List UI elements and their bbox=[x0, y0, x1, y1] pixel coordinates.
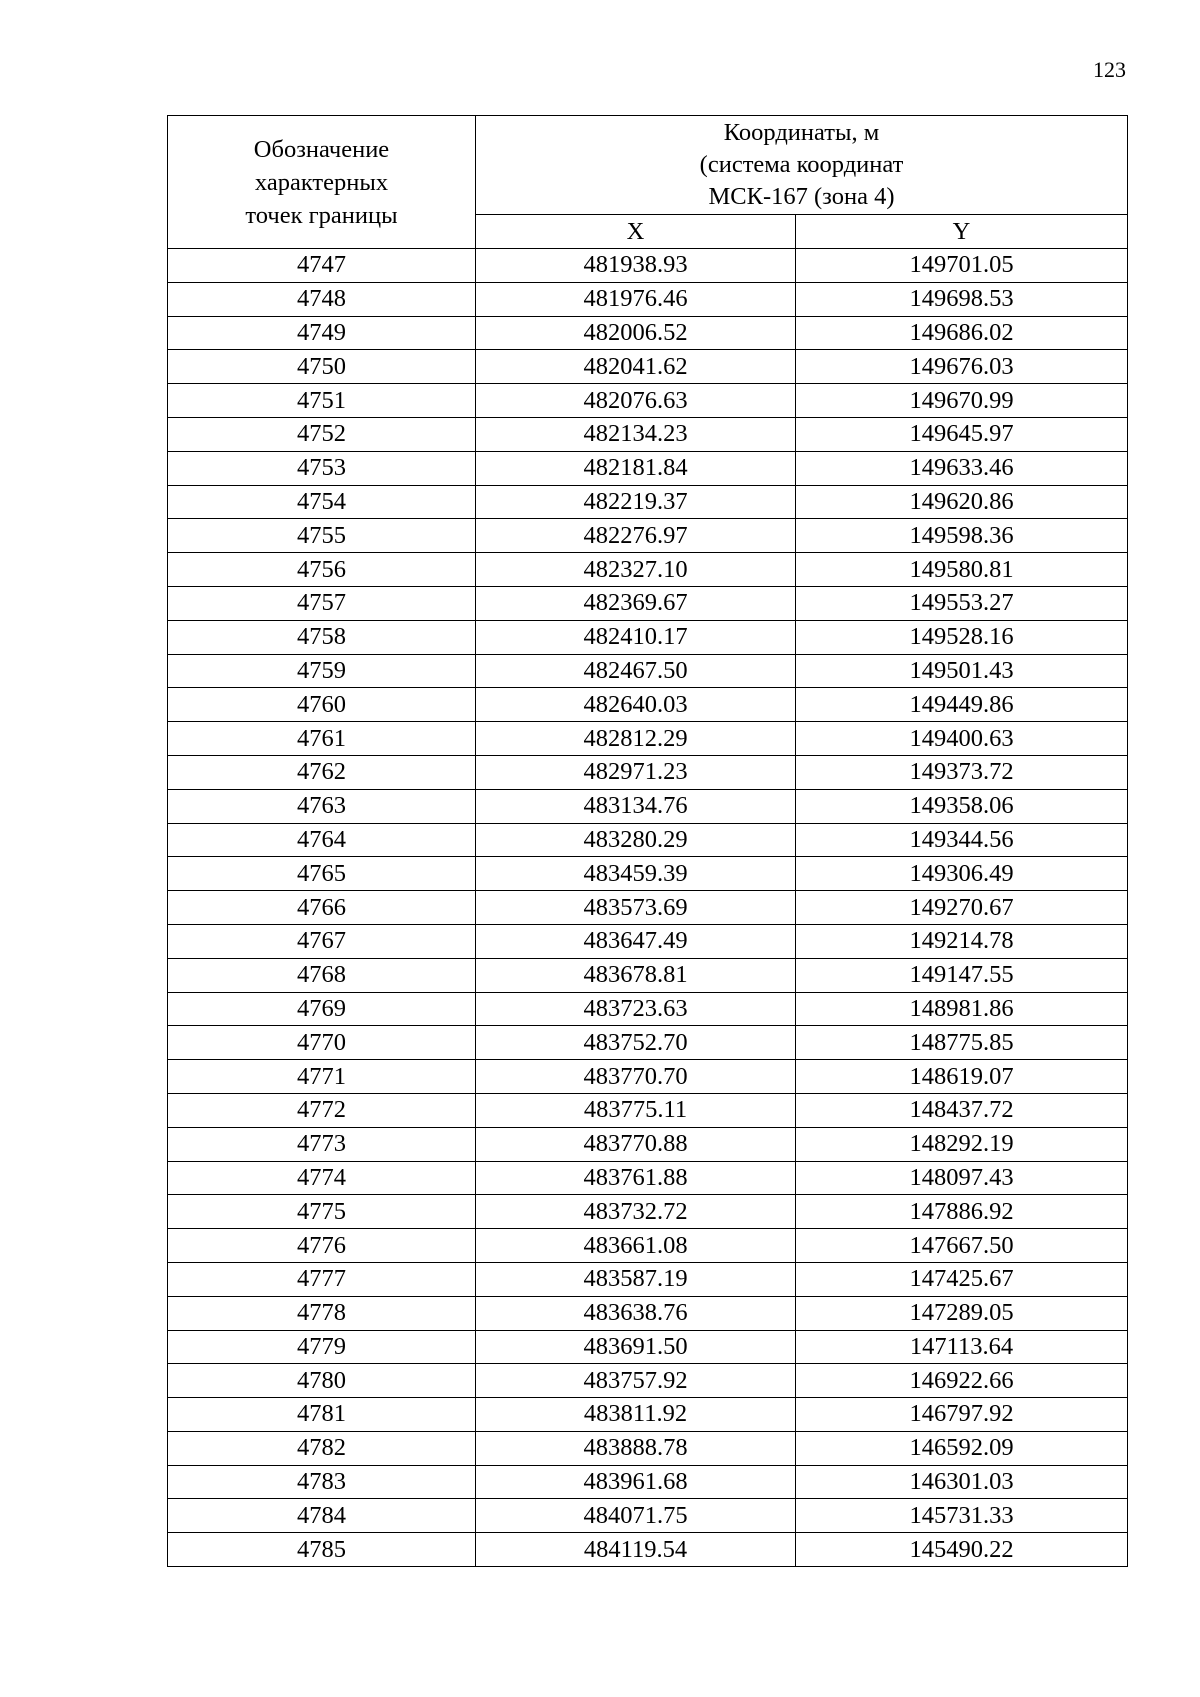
table-row bbox=[168, 553, 1128, 587]
cell-point-id: 4752 bbox=[168, 417, 476, 451]
cell-point-id: 4753 bbox=[168, 451, 476, 485]
cell-point-id: 4772 bbox=[168, 1093, 476, 1127]
cell-x: 483134.76 bbox=[476, 789, 796, 823]
cell-x: 483280.29 bbox=[476, 823, 796, 857]
cell-x: 482006.52 bbox=[476, 316, 796, 350]
table-row bbox=[168, 857, 1128, 891]
cell-x: 483775.11 bbox=[476, 1093, 796, 1127]
cell-y: 149580.81 bbox=[796, 553, 1128, 587]
cell-x: 482219.37 bbox=[476, 485, 796, 519]
cell-y: 146922.66 bbox=[796, 1364, 1128, 1398]
table-row bbox=[168, 1161, 1128, 1195]
cell-y: 149553.27 bbox=[796, 586, 1128, 620]
cell-point-id: 4773 bbox=[168, 1127, 476, 1161]
table-row bbox=[168, 1093, 1128, 1127]
cell-point-id: 4777 bbox=[168, 1262, 476, 1296]
cell-point-id: 4755 bbox=[168, 519, 476, 553]
cell-point-id: 4769 bbox=[168, 992, 476, 1026]
cell-x: 483661.08 bbox=[476, 1229, 796, 1263]
cell-y: 149701.05 bbox=[796, 249, 1128, 283]
cell-y: 148775.85 bbox=[796, 1026, 1128, 1060]
cell-y: 148437.72 bbox=[796, 1093, 1128, 1127]
table-row bbox=[168, 1026, 1128, 1060]
cell-point-id: 4771 bbox=[168, 1060, 476, 1094]
table-row bbox=[168, 1229, 1128, 1263]
cell-point-id: 4770 bbox=[168, 1026, 476, 1060]
table-row bbox=[168, 755, 1128, 789]
table-row bbox=[168, 282, 1128, 316]
cell-y: 149270.67 bbox=[796, 891, 1128, 925]
cell-x: 483757.92 bbox=[476, 1364, 796, 1398]
cell-x: 482181.84 bbox=[476, 451, 796, 485]
cell-y: 146592.09 bbox=[796, 1431, 1128, 1465]
table-row bbox=[168, 789, 1128, 823]
cell-y: 149620.86 bbox=[796, 485, 1128, 519]
cell-point-id: 4761 bbox=[168, 722, 476, 756]
cell-y: 149686.02 bbox=[796, 316, 1128, 350]
cell-point-id: 4778 bbox=[168, 1296, 476, 1330]
cell-point-id: 4783 bbox=[168, 1465, 476, 1499]
cell-y: 145731.33 bbox=[796, 1499, 1128, 1533]
cell-y: 148981.86 bbox=[796, 992, 1128, 1026]
cell-point-id: 4749 bbox=[168, 316, 476, 350]
cell-x: 483888.78 bbox=[476, 1431, 796, 1465]
cell-y: 147667.50 bbox=[796, 1229, 1128, 1263]
cell-y: 149698.53 bbox=[796, 282, 1128, 316]
cell-x: 483638.76 bbox=[476, 1296, 796, 1330]
cell-y: 149598.36 bbox=[796, 519, 1128, 553]
header-y: Y bbox=[796, 214, 1128, 248]
cell-y: 149373.72 bbox=[796, 755, 1128, 789]
table-row bbox=[168, 924, 1128, 958]
header-x: X bbox=[476, 214, 796, 248]
cell-x: 482467.50 bbox=[476, 654, 796, 688]
cell-y: 147425.67 bbox=[796, 1262, 1128, 1296]
table-row bbox=[168, 249, 1128, 283]
cell-point-id: 4766 bbox=[168, 891, 476, 925]
cell-x: 483761.88 bbox=[476, 1161, 796, 1195]
header-point-line: характерных bbox=[254, 168, 389, 196]
table-row bbox=[168, 620, 1128, 654]
cell-point-id: 4785 bbox=[168, 1533, 476, 1567]
cell-y: 147113.64 bbox=[796, 1330, 1128, 1364]
cell-y: 145490.22 bbox=[796, 1533, 1128, 1567]
header-coords-line: Координаты, м bbox=[723, 118, 880, 146]
cell-x: 484071.75 bbox=[476, 1499, 796, 1533]
cell-point-id: 4763 bbox=[168, 789, 476, 823]
cell-x: 483691.50 bbox=[476, 1330, 796, 1364]
cell-point-id: 4754 bbox=[168, 485, 476, 519]
cell-x: 482410.17 bbox=[476, 620, 796, 654]
cell-x: 482276.97 bbox=[476, 519, 796, 553]
cell-point-id: 4767 bbox=[168, 924, 476, 958]
cell-y: 146301.03 bbox=[796, 1465, 1128, 1499]
table-row bbox=[168, 316, 1128, 350]
cell-point-id: 4780 bbox=[168, 1364, 476, 1398]
table-row bbox=[168, 1330, 1128, 1364]
table-row bbox=[168, 722, 1128, 756]
cell-point-id: 4775 bbox=[168, 1195, 476, 1229]
table-row bbox=[168, 688, 1128, 722]
cell-y: 149645.97 bbox=[796, 417, 1128, 451]
cell-x: 483647.49 bbox=[476, 924, 796, 958]
cell-y: 149670.99 bbox=[796, 384, 1128, 418]
cell-point-id: 4764 bbox=[168, 823, 476, 857]
table-row bbox=[168, 1499, 1128, 1533]
cell-point-id: 4768 bbox=[168, 958, 476, 992]
cell-x: 483587.19 bbox=[476, 1262, 796, 1296]
table-row bbox=[168, 1195, 1128, 1229]
header-point-line: Обозначение bbox=[253, 135, 390, 163]
table-row bbox=[168, 654, 1128, 688]
cell-x: 484119.54 bbox=[476, 1533, 796, 1567]
table-row bbox=[168, 1262, 1128, 1296]
cell-x: 482041.62 bbox=[476, 350, 796, 384]
table-row bbox=[168, 417, 1128, 451]
cell-x: 483732.72 bbox=[476, 1195, 796, 1229]
cell-y: 147886.92 bbox=[796, 1195, 1128, 1229]
page-number: 123 bbox=[1093, 57, 1126, 82]
cell-point-id: 4760 bbox=[168, 688, 476, 722]
cell-point-id: 4779 bbox=[168, 1330, 476, 1364]
cell-x: 483678.81 bbox=[476, 958, 796, 992]
cell-y: 148292.19 bbox=[796, 1127, 1128, 1161]
table-row bbox=[168, 1431, 1128, 1465]
cell-x: 482369.67 bbox=[476, 586, 796, 620]
table-row bbox=[168, 485, 1128, 519]
table-header bbox=[168, 116, 1128, 249]
table-row bbox=[168, 1296, 1128, 1330]
cell-point-id: 4751 bbox=[168, 384, 476, 418]
cell-point-id: 4782 bbox=[168, 1431, 476, 1465]
cell-y: 149344.56 bbox=[796, 823, 1128, 857]
cell-y: 149633.46 bbox=[796, 451, 1128, 485]
cell-point-id: 4759 bbox=[168, 654, 476, 688]
cell-point-id: 4750 bbox=[168, 350, 476, 384]
table-row bbox=[168, 1533, 1128, 1567]
cell-x: 482640.03 bbox=[476, 688, 796, 722]
table-body bbox=[168, 249, 1128, 1567]
cell-point-id: 4776 bbox=[168, 1229, 476, 1263]
cell-point-id: 4781 bbox=[168, 1398, 476, 1432]
cell-x: 482076.63 bbox=[476, 384, 796, 418]
cell-y: 149501.43 bbox=[796, 654, 1128, 688]
table-row bbox=[168, 823, 1128, 857]
cell-point-id: 4784 bbox=[168, 1499, 476, 1533]
cell-x: 483723.63 bbox=[476, 992, 796, 1026]
table-row bbox=[168, 1364, 1128, 1398]
cell-x: 481938.93 bbox=[476, 249, 796, 283]
cell-y: 149528.16 bbox=[796, 620, 1128, 654]
cell-x: 483573.69 bbox=[476, 891, 796, 925]
cell-x: 483459.39 bbox=[476, 857, 796, 891]
table-row bbox=[168, 958, 1128, 992]
table-row bbox=[168, 1398, 1128, 1432]
table-row bbox=[168, 1465, 1128, 1499]
table-row bbox=[168, 451, 1128, 485]
cell-y: 149400.63 bbox=[796, 722, 1128, 756]
cell-point-id: 4758 bbox=[168, 620, 476, 654]
cell-x: 483752.70 bbox=[476, 1026, 796, 1060]
header-coords-line: (система координат bbox=[699, 150, 904, 178]
cell-y: 149214.78 bbox=[796, 924, 1128, 958]
cell-x: 482812.29 bbox=[476, 722, 796, 756]
cell-x: 481976.46 bbox=[476, 282, 796, 316]
table-row bbox=[168, 891, 1128, 925]
cell-x: 483961.68 bbox=[476, 1465, 796, 1499]
cell-y: 149676.03 bbox=[796, 350, 1128, 384]
cell-point-id: 4747 bbox=[168, 249, 476, 283]
header-point-line: точек границы bbox=[245, 201, 398, 229]
cell-y: 148097.43 bbox=[796, 1161, 1128, 1195]
table-row bbox=[168, 384, 1128, 418]
cell-point-id: 4748 bbox=[168, 282, 476, 316]
table-row bbox=[168, 519, 1128, 553]
cell-y: 148619.07 bbox=[796, 1060, 1128, 1094]
cell-point-id: 4774 bbox=[168, 1161, 476, 1195]
cell-x: 483811.92 bbox=[476, 1398, 796, 1432]
cell-x: 482327.10 bbox=[476, 553, 796, 587]
cell-x: 483770.70 bbox=[476, 1060, 796, 1094]
header-coords-line: МСК-167 (зона 4) bbox=[708, 182, 895, 210]
cell-point-id: 4765 bbox=[168, 857, 476, 891]
header-point-designation bbox=[168, 116, 476, 249]
coordinates-table bbox=[167, 115, 1128, 1567]
cell-y: 149358.06 bbox=[796, 789, 1128, 823]
table-row bbox=[168, 1127, 1128, 1161]
cell-y: 149306.49 bbox=[796, 857, 1128, 891]
table-row bbox=[168, 992, 1128, 1026]
cell-point-id: 4757 bbox=[168, 586, 476, 620]
cell-point-id: 4756 bbox=[168, 553, 476, 587]
cell-y: 147289.05 bbox=[796, 1296, 1128, 1330]
cell-y: 149449.86 bbox=[796, 688, 1128, 722]
cell-x: 482134.23 bbox=[476, 417, 796, 451]
header-coordinates bbox=[476, 116, 1128, 215]
cell-y: 149147.55 bbox=[796, 958, 1128, 992]
cell-y: 146797.92 bbox=[796, 1398, 1128, 1432]
cell-x: 482971.23 bbox=[476, 755, 796, 789]
cell-point-id: 4762 bbox=[168, 755, 476, 789]
cell-x: 483770.88 bbox=[476, 1127, 796, 1161]
table-row bbox=[168, 1060, 1128, 1094]
table-row bbox=[168, 586, 1128, 620]
table-row bbox=[168, 350, 1128, 384]
